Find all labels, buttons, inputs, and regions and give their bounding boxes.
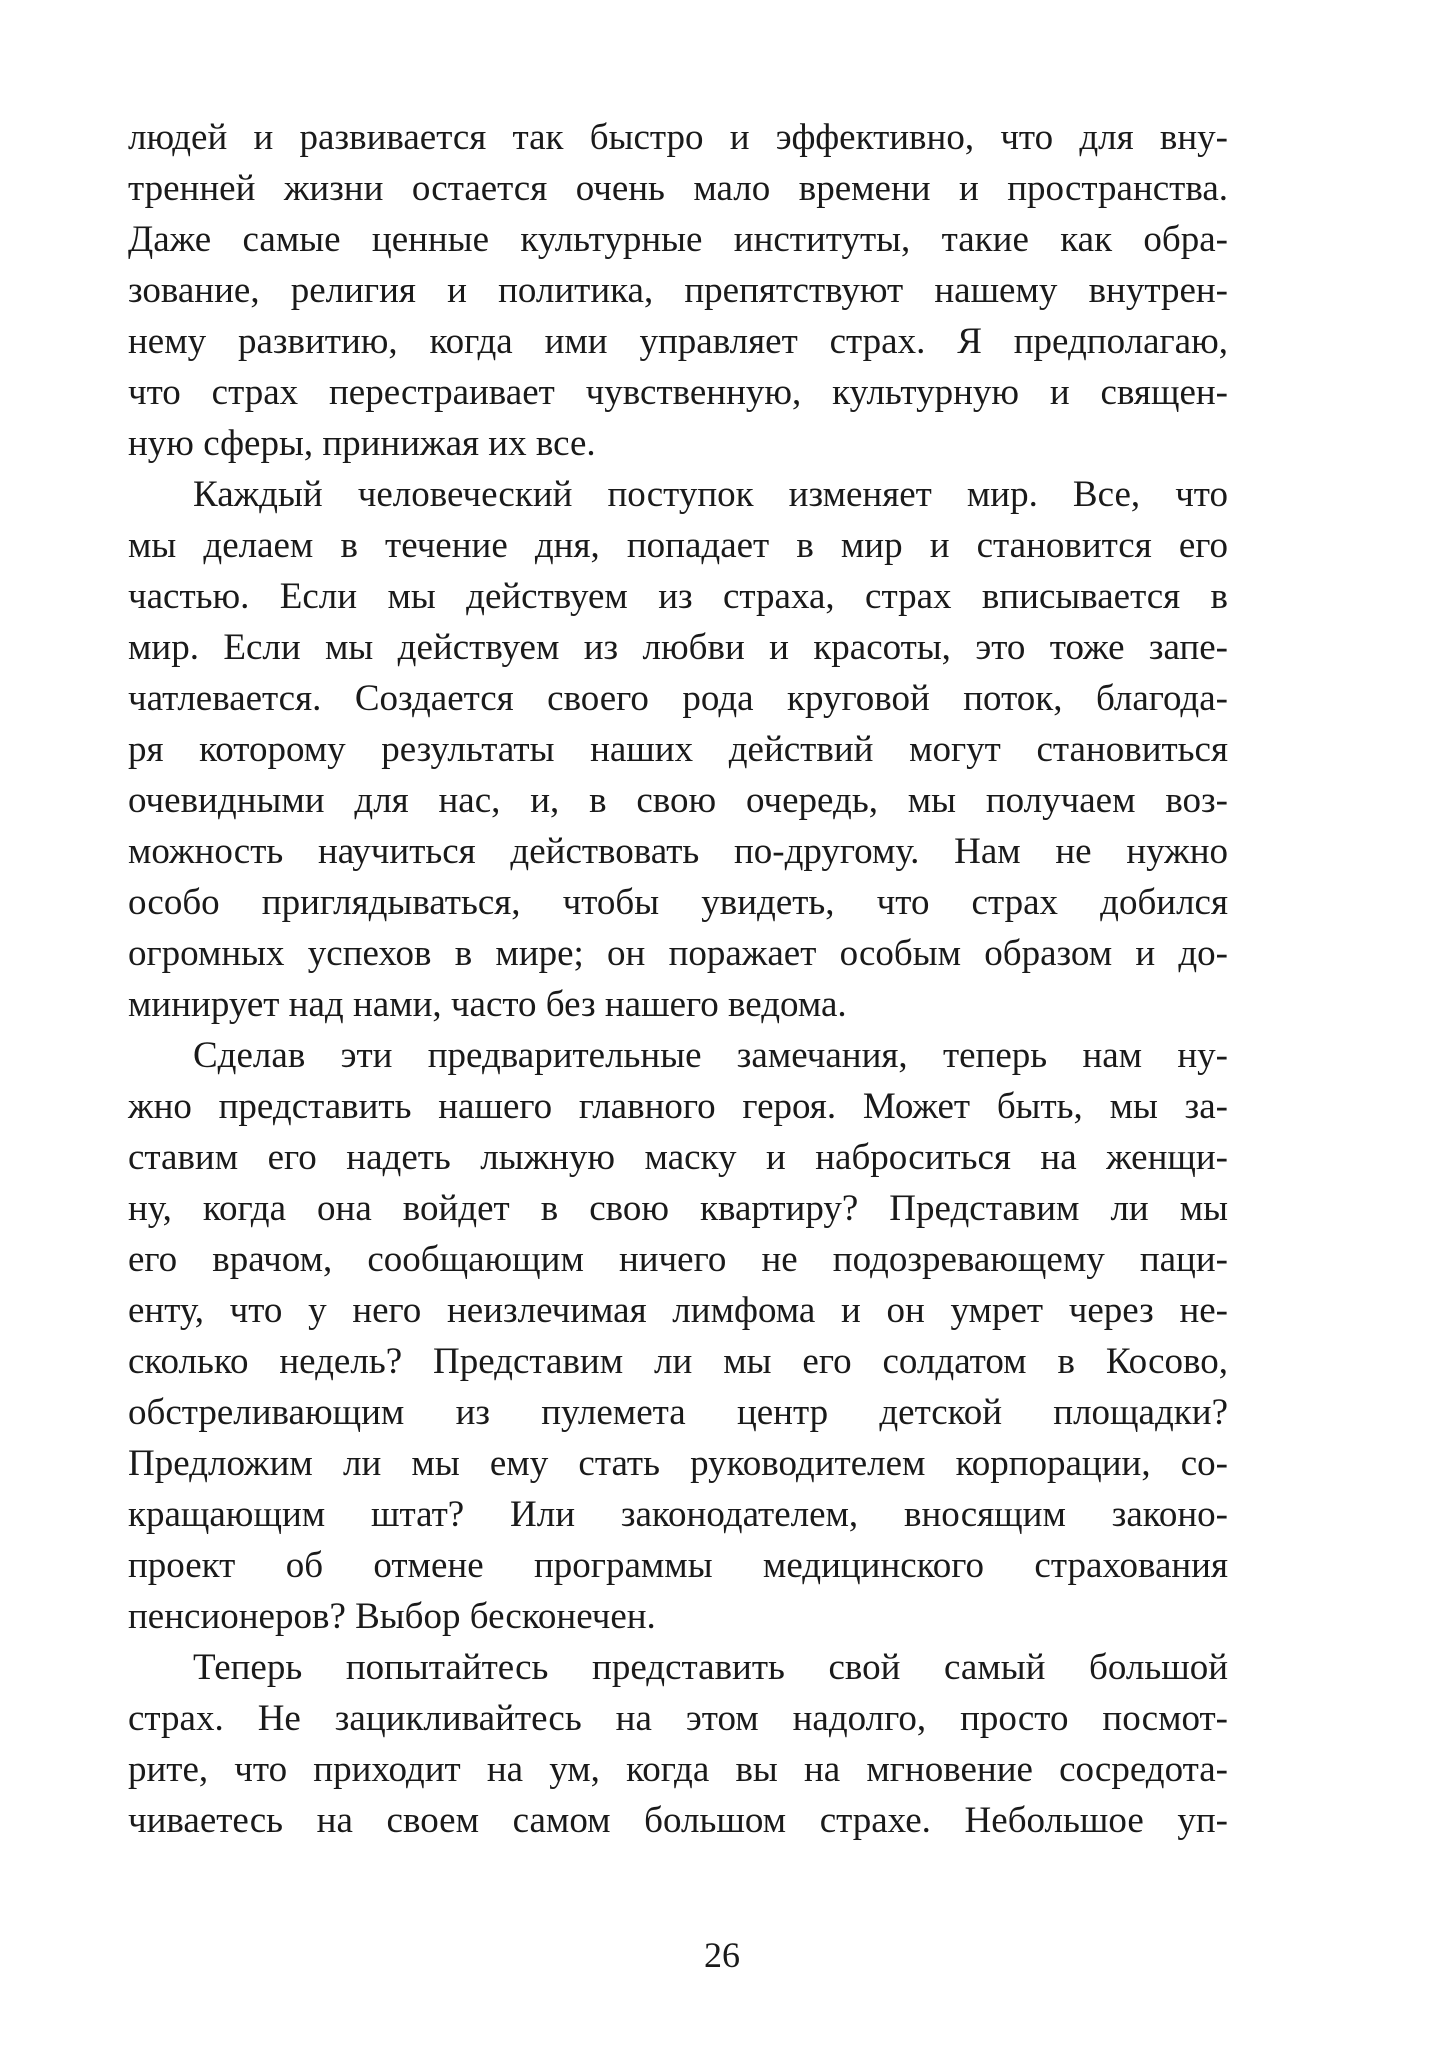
text-line: мир. Если мы действуем из любви и красоты, это тоже запе- (128, 627, 1228, 668)
text-line: обстреливающим из пулемета центр детской площадки? (128, 1392, 1228, 1433)
page-number: 26 (704, 1935, 740, 1975)
text-line: страх. Не зацикливайтесь на этом надолго, просто посмот- (128, 1698, 1228, 1739)
text-line: проект об отмене программы медицинского страхования (128, 1545, 1228, 1586)
text-line: пенсионеров? Выбор бесконечен. (128, 1596, 656, 1637)
text-line: чиваетесь на своем самом большом страхе. Небольшое уп- (128, 1800, 1228, 1841)
text-line: енту, что у него неизлечимая лимфома и он умрет через не- (128, 1290, 1228, 1331)
text-line: тренней жизни остается очень мало времени и пространства. (128, 168, 1228, 209)
text-line: людей и развивается так быстро и эффективно, что для вну- (128, 117, 1228, 158)
text-line: нему развитию, когда ими управляет страх. Я предполагаю, (128, 321, 1228, 362)
text-line: минирует над нами, часто без нашего ведома. (128, 984, 847, 1025)
text-line: Каждый человеческий поступок изменяет мир. Все, что (193, 474, 1228, 515)
text-line: рите, что приходит на ум, когда вы на мгновение сосредота- (128, 1749, 1228, 1790)
body-text (128, 112, 1228, 1846)
text-line: ставим его надеть лыжную маску и наброситься на женщи- (128, 1137, 1228, 1178)
text-line: сколько недель? Представим ли мы его солдатом в Косово, (128, 1341, 1228, 1382)
text-line: чатлевается. Создается своего рода круговой поток, благода- (128, 678, 1228, 719)
text-line: кращающим штат? Или законодателем, вносящим законо- (128, 1494, 1228, 1535)
text-line: мы делаем в течение дня, попадает в мир и становится его (128, 525, 1228, 566)
text-line: что страх перестраивает чувственную, культурную и священ- (128, 372, 1228, 413)
text-line: жно представить нашего главного героя. Может быть, мы за- (128, 1086, 1228, 1127)
text-line: Теперь попытайтесь представить свой самый большой (193, 1647, 1228, 1688)
text-line: Сделав эти предварительные замечания, теперь нам ну- (193, 1035, 1228, 1076)
text-line: его врачом, сообщающим ничего не подозревающему паци- (128, 1239, 1228, 1280)
text-line: особо приглядываться, чтобы увидеть, что страх добился (128, 882, 1228, 923)
text-line: можность научиться действовать по-другому. Нам не нужно (128, 831, 1228, 872)
text-line: Даже самые ценные культурные институты, такие как обра- (128, 219, 1228, 260)
text-line: зование, религия и политика, препятствуют нашему внутрен- (128, 270, 1228, 311)
text-line: ну, когда она войдет в свою квартиру? Представим ли мы (128, 1188, 1228, 1229)
text-line: огромных успехов в мире; он поражает особым образом и до- (128, 933, 1228, 974)
text-line: ря которому результаты наших действий могут становиться (128, 729, 1228, 770)
text-line: очевидными для нас, и, в свою очередь, мы получаем воз- (128, 780, 1228, 821)
text-line: ную сферы, принижая их все. (128, 423, 596, 464)
text-line: Предложим ли мы ему стать руководителем корпорации, со- (128, 1443, 1228, 1484)
text-line: частью. Если мы действуем из страха, страх вписывается в (128, 576, 1228, 617)
